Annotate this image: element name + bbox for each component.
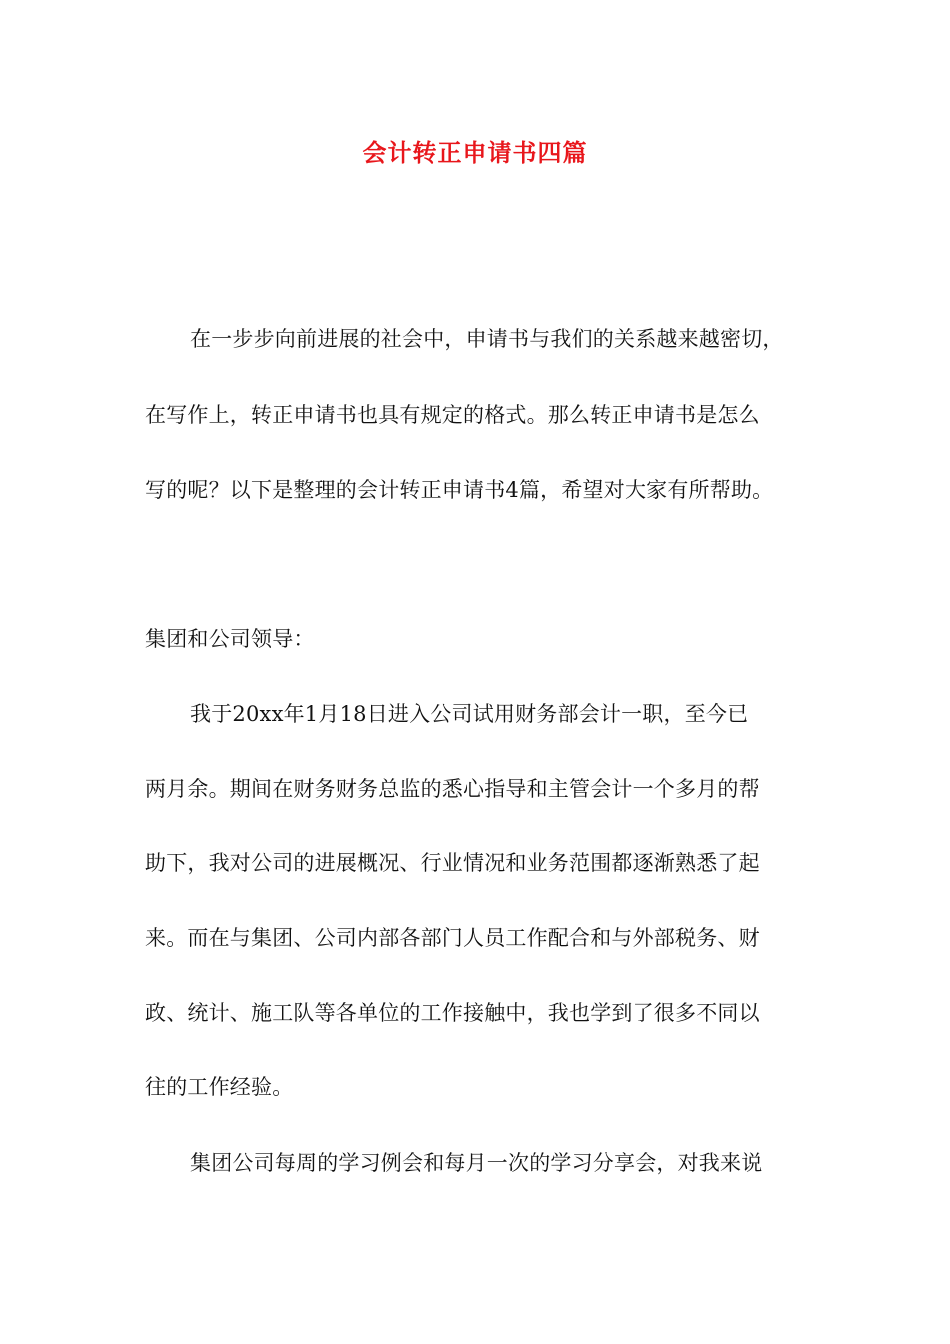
body-paragraph-1-line-4: 来。而在与集团、公司内部各部门人员工作配合和与外部税务、财 bbox=[145, 926, 760, 950]
body-paragraph-2-line-1: 集团公司每周的学习例会和每月一次的学习分享会，对我来说 bbox=[190, 1151, 763, 1175]
intro-paragraph-line-1: 在一步步向前进展的社会中，申请书与我们的关系越来越密切， bbox=[190, 327, 784, 351]
intro-paragraph-line-2: 在写作上，转正申请书也具有规定的格式。那么转正申请书是怎么 bbox=[145, 403, 760, 427]
body-paragraph-1-line-2: 两月余。期间在财务财务总监的悉心指导和主管会计一个多月的帮 bbox=[145, 777, 760, 801]
body-paragraph-1-line-1: 我于20xx年1月18日进入公司试用财务部会计一职，至今已 bbox=[190, 702, 749, 726]
intro-paragraph-line-3: 写的呢？以下是整理的会计转正申请书4篇，希望对大家有所帮助。 bbox=[145, 478, 774, 502]
body-paragraph-1-line-3: 助下，我对公司的进展概况、行业情况和业务范围都逐渐熟悉了起 bbox=[145, 851, 760, 875]
document-title: 会计转正申请书四篇 bbox=[362, 139, 588, 167]
salutation: 集团和公司领导： bbox=[145, 627, 315, 651]
body-paragraph-1-line-5: 政、统计、施工队等各单位的工作接触中，我也学到了很多不同以 bbox=[145, 1001, 760, 1025]
body-paragraph-1-line-6: 往的工作经验。 bbox=[145, 1075, 294, 1099]
